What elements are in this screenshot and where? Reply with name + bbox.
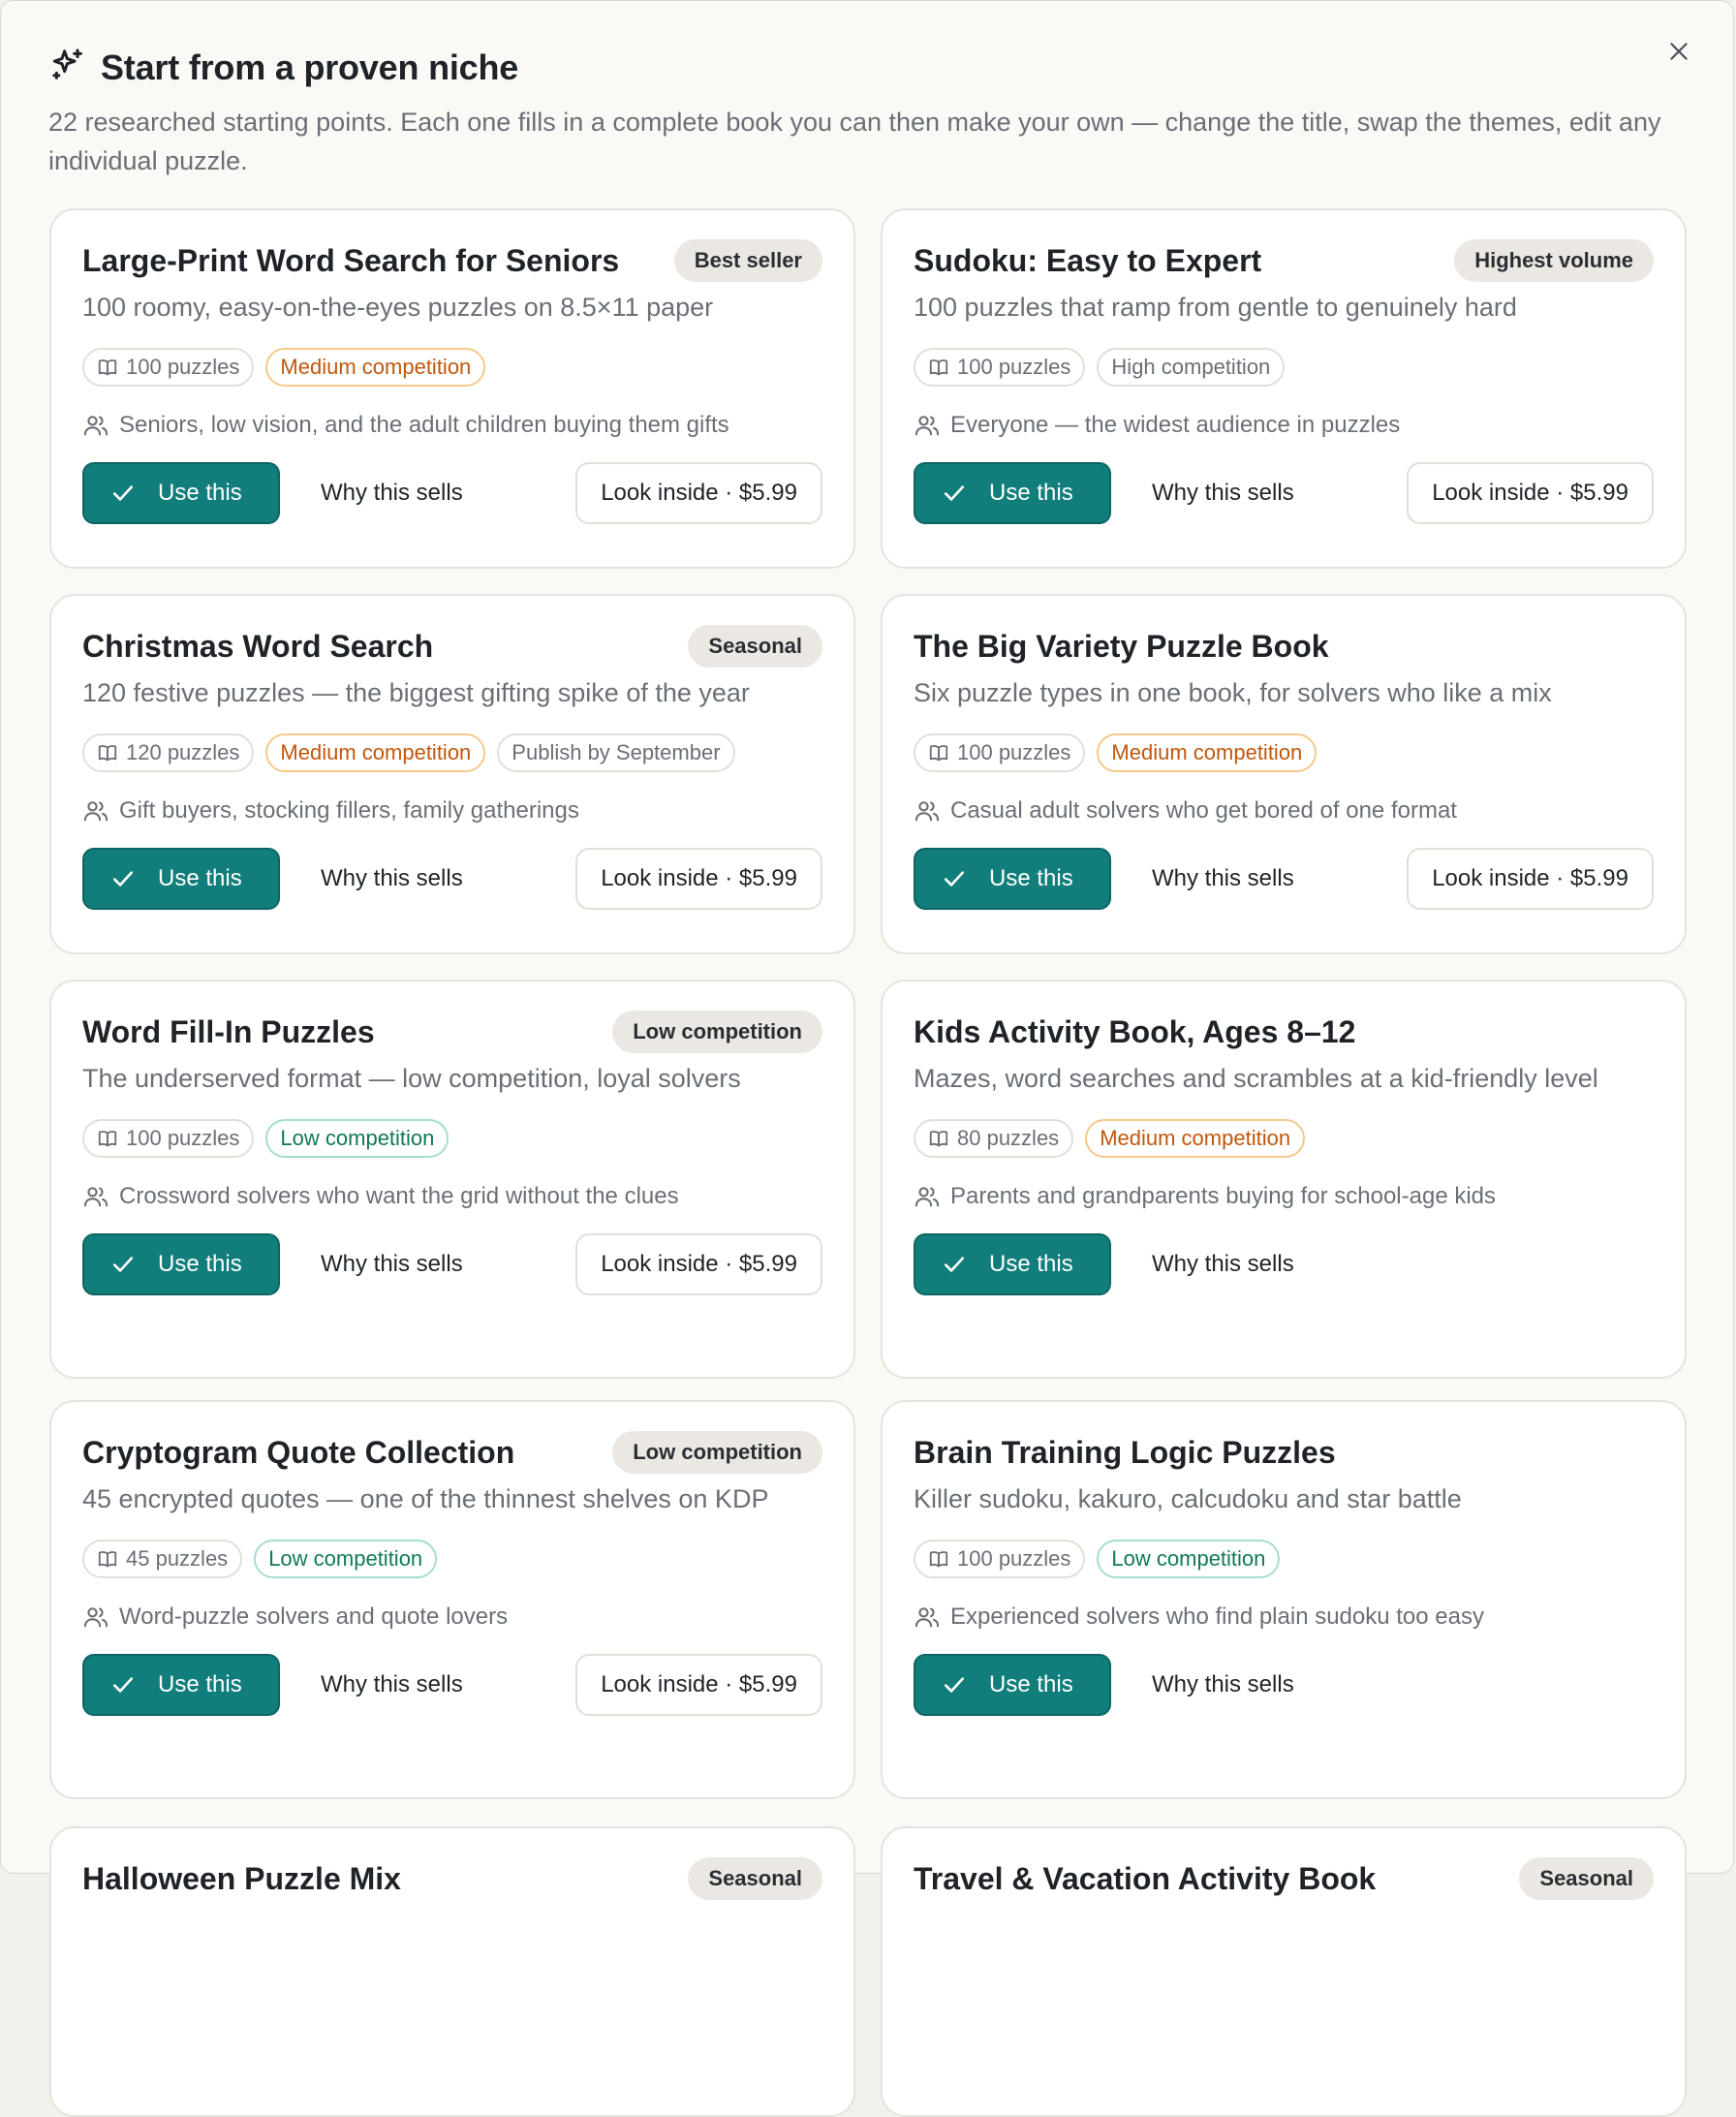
book-icon [928, 1128, 949, 1149]
card-description: 45 encrypted quotes — one of the thinnest shelves on KDP [82, 1484, 769, 1513]
card-audience [82, 1183, 822, 1210]
niche-card [881, 1826, 1687, 2117]
use-this-button[interactable] [914, 462, 1111, 524]
card-description: 100 roomy, easy-on-the-eyes puzzles on 8.5×11 paper [82, 293, 714, 322]
competition-chip: High competition [1097, 348, 1285, 387]
puzzle-count-chip [914, 1119, 1073, 1158]
look-inside-button[interactable]: Look inside · $5.99 [1407, 848, 1654, 910]
users-icon [914, 1603, 941, 1631]
niche-card [49, 980, 855, 1379]
puzzle-count: 100 puzzles [957, 1546, 1071, 1571]
why-this-sells-button[interactable]: Why this sells [1152, 1251, 1294, 1277]
use-this-label: Use this [158, 865, 242, 891]
card-actions [82, 462, 822, 524]
use-this-button[interactable] [914, 1654, 1111, 1716]
puzzle-count: 120 puzzles [126, 740, 240, 764]
card-badge: Seasonal [1519, 1857, 1654, 1900]
why-this-sells-button[interactable]: Why this sells [1152, 1671, 1294, 1697]
card-audience [82, 1603, 822, 1631]
competition-chip: Medium competition [1097, 733, 1317, 772]
check-icon [941, 480, 968, 507]
book-icon [97, 1128, 118, 1149]
competition-chip: Medium competition [1085, 1119, 1305, 1158]
users-icon [82, 797, 109, 825]
audience-text: Everyone — the widest audience in puzzles [950, 412, 1401, 438]
users-icon [914, 797, 941, 825]
audience-text: Experienced solvers who find plain sudoku too easy [950, 1603, 1484, 1630]
card-audience [914, 412, 1654, 439]
why-this-sells-button[interactable]: Why this sells [321, 865, 463, 891]
check-icon [109, 1671, 137, 1698]
puzzle-count-chip [82, 1540, 242, 1578]
use-this-label: Use this [989, 1251, 1073, 1277]
card-audience [82, 797, 822, 825]
puzzle-count-chip [82, 733, 254, 772]
use-this-label: Use this [989, 865, 1073, 891]
card-badge: Low competition [612, 1431, 822, 1474]
audience-text: Parents and grandparents buying for school-age kids [950, 1183, 1497, 1209]
users-icon [82, 412, 109, 439]
use-this-label: Use this [989, 1671, 1073, 1697]
sparkles-icon [48, 46, 87, 89]
check-icon [109, 865, 137, 892]
card-description: 100 puzzles that ramp from gentle to genuinely hard [914, 293, 1517, 322]
card-audience [914, 1603, 1654, 1631]
puzzle-count: 80 puzzles [957, 1126, 1060, 1150]
book-icon [928, 357, 949, 378]
card-chips [914, 348, 1654, 387]
use-this-button[interactable] [82, 462, 280, 524]
card-chips [82, 1119, 822, 1158]
puzzle-count-chip [914, 348, 1085, 387]
card-title: Word Fill-In Puzzles [82, 1014, 375, 1049]
modal-subtitle: 22 researched starting points. Each one fills in a complete book you can then make your own — change the title, swap the themes, edit any individual puzzle. [48, 108, 1661, 175]
book-icon [97, 1548, 118, 1570]
use-this-button[interactable] [82, 1654, 280, 1716]
niche-card [49, 1826, 855, 2117]
look-inside-button[interactable]: Look inside · $5.99 [575, 1233, 822, 1295]
card-title: The Big Variety Puzzle Book [914, 629, 1329, 664]
card-title: Travel & Vacation Activity Book [914, 1861, 1377, 1896]
competition-chip: Medium competition [265, 348, 485, 387]
puzzle-count-chip [914, 733, 1085, 772]
users-icon [82, 1603, 109, 1631]
card-description: Six puzzle types in one book, for solvers who like a mix [914, 678, 1552, 707]
use-this-label: Use this [158, 1251, 242, 1277]
niche-card [49, 1400, 855, 1799]
card-badge: Low competition [612, 1011, 822, 1053]
check-icon [109, 480, 137, 507]
look-inside-button[interactable]: Look inside · $5.99 [1407, 462, 1654, 524]
book-icon [97, 357, 118, 378]
book-icon [97, 742, 118, 763]
card-actions [914, 848, 1654, 910]
card-badge: Best seller [674, 239, 822, 282]
audience-text: Casual adult solvers who get bored of one format [950, 797, 1457, 824]
niche-card [881, 594, 1687, 954]
modal-title: Start from a proven niche [101, 47, 519, 87]
look-inside-button[interactable]: Look inside · $5.99 [575, 462, 822, 524]
card-chips [914, 733, 1654, 772]
why-this-sells-button[interactable]: Why this sells [1152, 480, 1294, 506]
niche-card [881, 1400, 1687, 1799]
puzzle-count: 100 puzzles [126, 355, 240, 379]
puzzle-count: 100 puzzles [957, 355, 1071, 379]
card-description: 120 festive puzzles — the biggest gifting spike of the year [82, 678, 750, 707]
modal-header [48, 46, 1675, 180]
card-actions [82, 1233, 822, 1295]
publish-deadline-chip: Publish by September [497, 733, 734, 772]
puzzle-count: 100 puzzles [957, 740, 1071, 764]
competition-chip: Low competition [265, 1119, 449, 1158]
audience-text: Seniors, low vision, and the adult children buying them gifts [119, 412, 729, 438]
use-this-label: Use this [158, 1671, 242, 1697]
card-chips [914, 1540, 1654, 1578]
use-this-label: Use this [989, 480, 1073, 506]
card-chips [82, 1540, 822, 1578]
card-description: Mazes, word searches and scrambles at a kid-friendly level [914, 1064, 1598, 1093]
close-icon [1666, 39, 1691, 64]
card-actions [82, 848, 822, 910]
use-this-button[interactable] [82, 1233, 280, 1295]
card-audience [82, 412, 822, 439]
card-title: Large-Print Word Search for Seniors [82, 243, 620, 278]
niche-card [881, 208, 1687, 569]
puzzle-count: 45 puzzles [126, 1546, 229, 1571]
card-description: Killer sudoku, kakuro, calcudoku and star battle [914, 1484, 1462, 1513]
card-title: Brain Training Logic Puzzles [914, 1435, 1336, 1470]
use-this-button[interactable] [82, 848, 280, 910]
audience-text: Word-puzzle solvers and quote lovers [119, 1603, 509, 1630]
check-icon [941, 1251, 968, 1278]
card-title: Cryptogram Quote Collection [82, 1435, 515, 1470]
look-inside-button[interactable]: Look inside · $5.99 [575, 1654, 822, 1716]
check-icon [941, 1671, 968, 1698]
card-chips [82, 733, 822, 772]
book-icon [928, 1548, 949, 1570]
competition-chip: Low competition [254, 1540, 437, 1578]
why-this-sells-button[interactable]: Why this sells [321, 1671, 463, 1697]
card-audience [914, 797, 1654, 825]
check-icon [941, 865, 968, 892]
card-badge: Highest volume [1454, 239, 1654, 282]
competition-chip: Medium competition [265, 733, 485, 772]
puzzle-count-chip [82, 348, 254, 387]
look-inside-button[interactable]: Look inside · $5.99 [575, 848, 822, 910]
audience-text: Crossword solvers who want the grid without the clues [119, 1183, 679, 1209]
card-actions [82, 1654, 822, 1716]
check-icon [109, 1251, 137, 1278]
card-actions [914, 1654, 1654, 1716]
card-title: Christmas Word Search [82, 629, 434, 664]
card-actions [914, 1233, 1654, 1295]
niche-card [49, 594, 855, 954]
card-chips [914, 1119, 1654, 1158]
niche-card [881, 980, 1687, 1379]
why-this-sells-button[interactable]: Why this sells [1152, 865, 1294, 891]
card-audience [914, 1183, 1654, 1210]
users-icon [914, 1183, 941, 1210]
why-this-sells-button[interactable]: Why this sells [321, 480, 463, 506]
close-button[interactable] [1658, 30, 1700, 73]
card-actions [914, 462, 1654, 524]
card-badge: Seasonal [688, 625, 822, 668]
use-this-button[interactable] [914, 848, 1111, 910]
puzzle-count: 100 puzzles [126, 1126, 240, 1150]
card-chips [82, 348, 822, 387]
card-description: The underserved format — low competition, loyal solvers [82, 1064, 741, 1093]
puzzle-count-chip [914, 1540, 1085, 1578]
users-icon [82, 1183, 109, 1210]
niche-card [49, 208, 855, 569]
card-title: Sudoku: Easy to Expert [914, 243, 1262, 278]
competition-chip: Low competition [1097, 1540, 1280, 1578]
audience-text: Gift buyers, stocking fillers, family gatherings [119, 797, 579, 824]
why-this-sells-button[interactable]: Why this sells [321, 1251, 463, 1277]
users-icon [914, 412, 941, 439]
use-this-button[interactable] [914, 1233, 1111, 1295]
card-title: Halloween Puzzle Mix [82, 1861, 401, 1896]
card-badge: Seasonal [688, 1857, 822, 1900]
card-title: Kids Activity Book, Ages 8–12 [914, 1014, 1356, 1049]
puzzle-count-chip [82, 1119, 254, 1158]
use-this-label: Use this [158, 480, 242, 506]
book-icon [928, 742, 949, 763]
